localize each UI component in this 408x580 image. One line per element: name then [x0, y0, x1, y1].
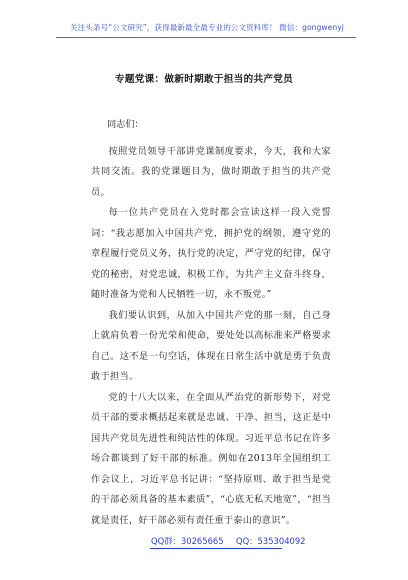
qq-contact: QQ：535304092 [236, 536, 306, 546]
paragraph: 按照党员领导干部讲党课制度要求，今天，我和大家共同交流。我的党课题目为，做时期敢于担当的共产党员。 [91, 145, 331, 198]
paragraph: 我们要认识到，从加入中国共产党的那一刻，自己身上就肩负着一份光荣和使命，要处处以高标准来严格要求自己。这不是一句空话，体现在日常生活中就是勇于负责敢于担当。 [91, 309, 331, 382]
page-footer [0, 533, 408, 553]
header-divider [56, 37, 356, 38]
document-title: 专题党课：做新时期敢于担当的共产党员 [114, 74, 294, 85]
page-header [0, 0, 408, 44]
document-body [91, 115, 331, 531]
header-banner: 关注头条号“公文研究”，获得最新最全最专业的公文资料库！ 微信：gongwenyj [70, 23, 344, 32]
paragraph: 每一位共产党员在入党时都会宣读这样一段入党誓词：“我志愿加入中国共产党，拥护党的纲领，遵守党的章程履行党员义务，执行党的决定，严守党的纪律，保守党的秘密，对党忠诚，积极工作，为共产主义奋斗终身，随时准备为党和人民牺牲一切，永不叛党。” [91, 207, 331, 300]
footer-underline [150, 548, 282, 549]
paragraph: 党的十八大以来，在全面从严治党的新形势下，对党员干部的要求概括起来就是忠诚、干净、担当，这正是中国共产党员先进性和纯洁性的体现。习近平总书记在许多场合都谈到了好干部的标准。例如在2013年全国组织工作会议上，习近平总书记讲：“坚持原则、敢于担当是党的干部必须具备的基本素质”，“心底无私天地宽”，“担当就是责任，好干部必须有责任重于泰山的意识”。 [91, 391, 331, 526]
greeting: 同志们： [107, 119, 144, 130]
qq-group-contact: QQ群：30265665 [151, 536, 224, 546]
